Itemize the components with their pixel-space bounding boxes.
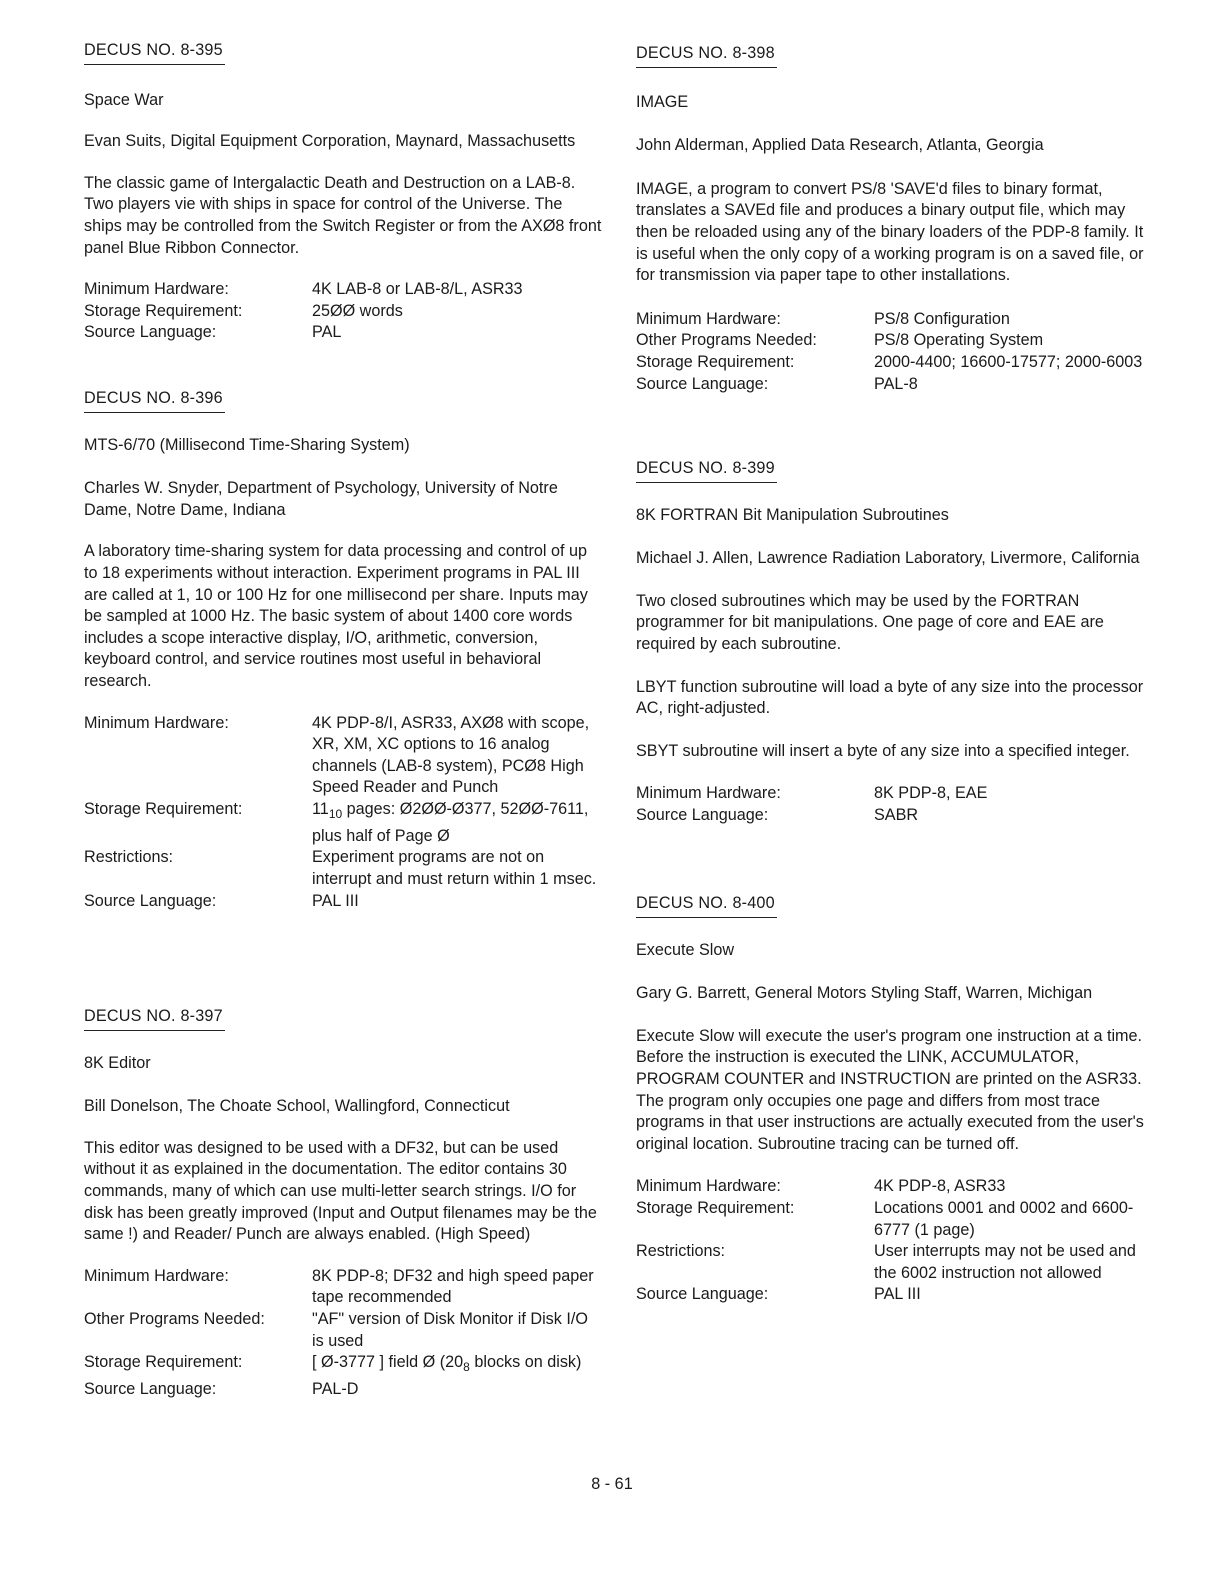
spec-table (84, 713, 604, 913)
spec-value: SABR (874, 805, 919, 824)
page-number: 8 - 61 (591, 1475, 633, 1493)
entry-description: SBYT subroutine will insert a byte of any size into a specified integer. (636, 741, 1130, 760)
value-main: 11 (312, 799, 329, 818)
entry-title: Execute Slow (636, 940, 735, 959)
spec-table (636, 1176, 1156, 1306)
entry-description: This editor was designed to be used with a DF32, but can be used without it as explained in the documentation. The editor contains 30 commands, many of which can use multi-letter search strings. I/O for disk has been greatly improved (Input and Output filenames may be the same !) and Reader/ Punch are always enabled. (High Speed) (84, 1138, 597, 1244)
spec-key: Storage Requirement: (84, 301, 243, 320)
spec-row (84, 301, 604, 323)
entry-8-399 (636, 458, 1156, 827)
spec-value: PAL III (874, 1285, 921, 1304)
entry-author: Michael J. Allen, Lawrence Radiation Laboratory, Livermore, California (636, 549, 1140, 568)
spec-key: Storage Requirement: (84, 799, 243, 818)
spec-key: Source Language: (636, 374, 769, 393)
entry-description: LBYT function subroutine will load a byte of any size into the processor AC, right-adjusted. (636, 677, 1144, 718)
entry-number: DECUS NO. 8-400 (636, 893, 777, 918)
spec-table (84, 279, 604, 344)
spec-key: Restrictions: (636, 1242, 726, 1261)
entry-author: Charles W. Snyder, Department of Psychology, University of Notre Dame, Notre Dame, Indiana (84, 479, 558, 519)
spec-key: Other Programs Needed: (84, 1309, 265, 1328)
spec-key: Source Language: (84, 1379, 217, 1398)
spec-key: Source Language: (636, 805, 769, 824)
entry-title: MTS-6/70 (Millisecond Time-Sharing System) (84, 435, 410, 454)
entry-number: DECUS NO. 8-397 (84, 1006, 225, 1031)
entry-number: DECUS NO. 8-399 (636, 458, 777, 483)
spec-value: PAL-8 (874, 374, 918, 393)
spec-row (636, 352, 1156, 374)
spec-table (84, 1266, 604, 1401)
entry-8-395 (84, 40, 604, 344)
value-rest: pages: Ø2ØØ-Ø377, 52ØØ-7611, plus half of Page Ø (312, 799, 589, 845)
spec-row (84, 891, 604, 913)
entry-number: DECUS NO. 8-395 (84, 40, 225, 65)
value-subscript: 8 (463, 1360, 470, 1375)
spec-row (636, 805, 1156, 827)
entry-author: John Alderman, Applied Data Research, Atlanta, Georgia (636, 136, 1044, 155)
spec-value: 4K PDP-8, ASR33 (874, 1177, 1006, 1196)
spec-key: Minimum Hardware: (636, 1177, 781, 1196)
spec-value: 8K PDP-8; DF32 and high speed paper tape recommended (312, 1266, 594, 1307)
entry-author: Evan Suits, Digital Equipment Corporation, Maynard, Massachusetts (84, 132, 576, 151)
spec-row (84, 1309, 604, 1352)
spec-key: Source Language: (636, 1285, 769, 1304)
spec-key: Minimum Hardware: (84, 280, 229, 299)
spec-table (636, 309, 1156, 395)
spec-row (636, 1284, 1156, 1306)
entry-number: DECUS NO. 8-398 (636, 43, 777, 68)
spec-row (636, 1241, 1156, 1284)
entry-description: A laboratory time-sharing system for data processing and control of up to 18 experiments without interaction. Experiment programs in PAL III are called at 1, 10 or 100 Hz for one millisecond per share. Inputs may be sampled at 1000 Hz. The basic system of about 1400 core words includes a scope interactive display, I/O, arithmetic, conversion, keyboard control, and service routines most useful in behavioral research. (84, 542, 588, 690)
spec-row (636, 1198, 1156, 1241)
spec-row (636, 309, 1156, 331)
spec-key: Minimum Hardware: (84, 1266, 229, 1285)
spec-key: Storage Requirement: (84, 1353, 243, 1372)
entry-8-398 (636, 43, 1156, 395)
value-main: [ Ø-3777 ] field Ø (20 (312, 1353, 464, 1372)
entry-description: Two closed subroutines which may be used by the FORTRAN programmer for bit manipulations. One page of core and EAE are required by each subroutine. (636, 591, 1104, 653)
entry-author: Bill Donelson, The Choate School, Wallingford, Connecticut (84, 1097, 510, 1116)
entry-8-396 (84, 388, 604, 912)
entry-number: DECUS NO. 8-396 (84, 388, 225, 413)
entry-8-400 (636, 893, 1156, 1306)
spec-key: Source Language: (84, 323, 217, 342)
entry-author: Gary G. Barrett, General Motors Styling Staff, Warren, Michigan (636, 984, 1093, 1003)
spec-value (312, 799, 604, 847)
spec-value: 2000-4400; 16600-17577; 2000-6003 (874, 352, 1143, 371)
spec-row (636, 374, 1156, 396)
spec-value: PS/8 Operating System (874, 331, 1044, 350)
spec-key: Minimum Hardware: (84, 713, 229, 732)
spec-row (636, 783, 1156, 805)
spec-row (84, 1379, 604, 1401)
spec-row (84, 799, 604, 847)
spec-value: 8K PDP-8, EAE (874, 784, 988, 803)
spec-value: "AF" version of Disk Monitor if Disk I/O is used (312, 1309, 588, 1350)
spec-row (84, 847, 604, 890)
entry-title: Space War (84, 90, 164, 109)
spec-key: Storage Requirement: (636, 1198, 795, 1217)
entry-description: The classic game of Intergalactic Death and Destruction on a LAB-8. Two players vie with ships in space for control of the Universe. The ships may be controlled from the Switch Register or from the AXØ8 front panel Blue Ribbon Connector. (84, 173, 602, 257)
spec-value: 25ØØ words (312, 301, 403, 320)
entry-description: Execute Slow will execute the user's program one instruction at a time. Before the instruction is executed the LINK, ACCUMULATOR, PROGRAM COUNTER and INSTRUCTION are printed on the ASR33. The program only occupies one page and differs from most trace programs in that user instructions are actually executed from the user's original location. Subroutine tracing can be turned off. (636, 1026, 1144, 1153)
spec-value: Locations 0001 and 0002 and 6600-6777 (1 page) (874, 1198, 1134, 1239)
spec-key: Minimum Hardware: (636, 784, 781, 803)
spec-value: 4K PDP-8/I, ASR33, AXØ8 with scope, XR, XM, XC options to 16 analog channels (LAB-8 system), PCØ8 High Speed Reader and Punch (312, 713, 590, 797)
spec-row (84, 322, 604, 344)
spec-row (636, 330, 1156, 352)
spec-key: Restrictions: (84, 848, 174, 867)
entry-description: IMAGE, a program to convert PS/8 'SAVE'd files to binary format, translates a SAVEd file and produces a binary output file, which may then be reloaded using any of the binary loaders of the PDP-8 family. It is useful when the only copy of a working program is on a saved file, or for transmission via paper tape to other installations. (636, 179, 1144, 285)
spec-value: Experiment programs are not on interrupt and must return within 1 msec. (312, 848, 597, 888)
spec-key: Storage Requirement: (636, 352, 795, 371)
spec-key: Other Programs Needed: (636, 331, 817, 350)
spec-value: 4K LAB-8 or LAB-8/L, ASR33 (312, 280, 523, 299)
spec-row (84, 713, 604, 799)
spec-value: PAL (312, 323, 342, 342)
entry-title: 8K FORTRAN Bit Manipulation Subroutines (636, 505, 949, 524)
spec-value: PS/8 Configuration (874, 309, 1010, 328)
spec-value: User interrupts may not be used and the 6002 instruction not allowed (874, 1242, 1136, 1282)
spec-row (84, 279, 604, 301)
spec-row (84, 1266, 604, 1309)
spec-value: PAL-D (312, 1379, 359, 1398)
value-rest: blocks on disk) (469, 1353, 582, 1372)
spec-table (636, 783, 1156, 826)
spec-key: Source Language: (84, 891, 217, 910)
entry-8-397 (84, 1006, 604, 1401)
entry-title: 8K Editor (84, 1053, 151, 1072)
value-subscript: 10 (328, 807, 343, 822)
spec-value: PAL III (312, 891, 359, 910)
spec-row (84, 1352, 604, 1379)
spec-row (636, 1176, 1156, 1198)
spec-value (312, 1352, 604, 1379)
entry-title: IMAGE (636, 92, 689, 111)
spec-key: Minimum Hardware: (636, 309, 781, 328)
